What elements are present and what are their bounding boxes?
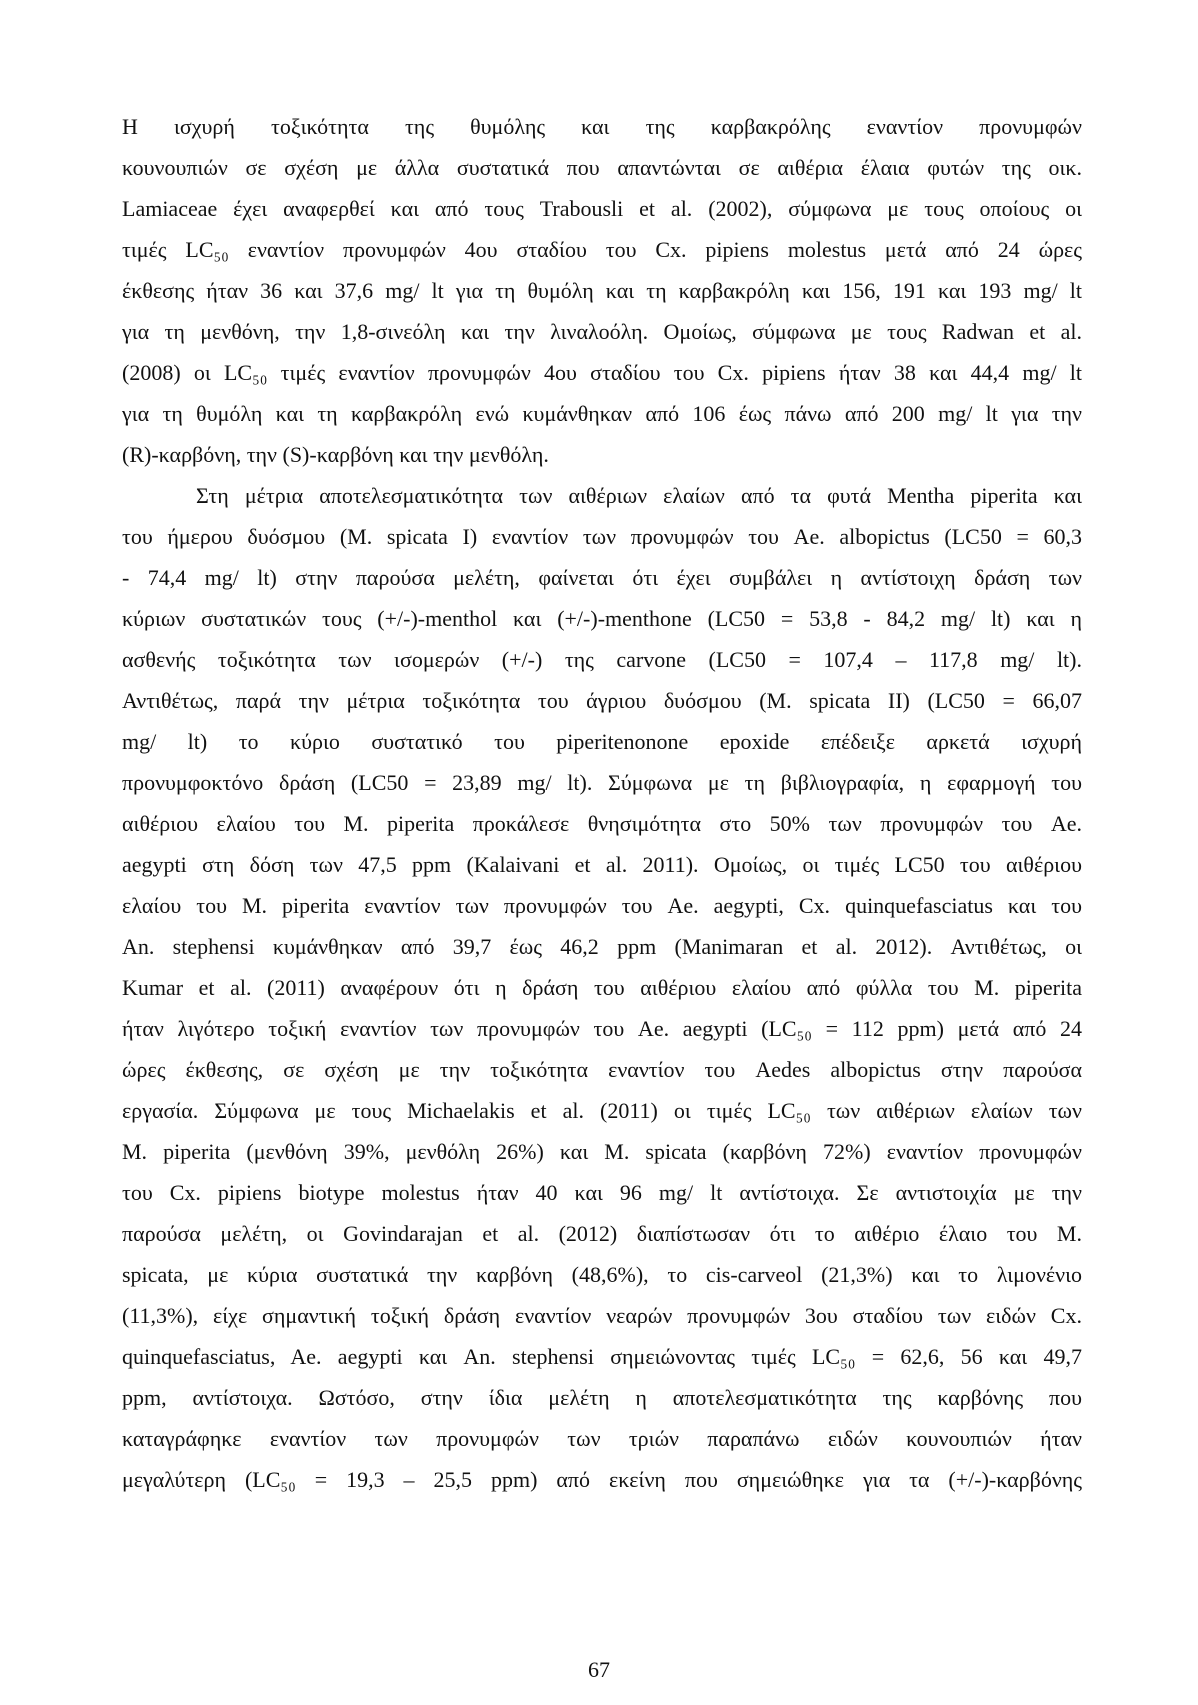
text-line: Η ισχυρή τοξικότητα της θυμόλης και της καρβακρόλης εναντίον προνυμφών [122, 114, 1082, 139]
text-line: mg/ lt) το κύριο συστατικό του piperitenonone epoxide επέδειξε αρκετά ισχυρή [122, 729, 1082, 754]
text-line: ppm, αντίστοιχα. Ωστόσο, στην ίδια μελέτη η αποτελεσματικότητα της καρβόνης που [122, 1385, 1082, 1410]
text-line: προνυμφοκτόνο δράση (LC50 = 23,89 mg/ lt). Σύμφωνα με τη βιβλιογραφία, η εφαρμογή του [122, 770, 1082, 795]
text-line: αιθέριου ελαίου του M. piperita προκάλεσε θνησιμότητα στο 50% των προνυμφών του Ae. [122, 811, 1082, 836]
text-line: spicata, με κύρια συστατικά την καρβόνη (48,6%), το cis-carveol (21,3%) και το λιμονένιο [122, 1262, 1082, 1287]
text-line: ήταν λιγότερο τοξική εναντίον των προνυμφών του Ae. aegypti (LC₅₀ = 112 ppm) μετά από 24 [122, 1016, 1082, 1041]
text-line: του ήμερου δυόσμου (M. spicata I) εναντίον των προνυμφών του Ae. albopictus (LC50 = 60,3 [122, 524, 1082, 549]
text-line: κύριων συστατικών τους (+/-)-menthol και (+/-)-menthone (LC50 = 53,8 - 84,2 mg/ lt) και η [122, 606, 1082, 631]
text-line: (11,3%), είχε σημαντική τοξική δράση εναντίον νεαρών προνυμφών 3ου σταδίου των ειδών Cx. [122, 1303, 1082, 1328]
text-line: ώρες έκθεσης, σε σχέση με την τοξικότητα εναντίον του Aedes albopictus στην παρούσα [122, 1057, 1082, 1082]
text-line: για τη θυμόλη και τη καρβακρόλη ενώ κυμάνθηκαν από 106 έως πάνω από 200 mg/ lt για την [122, 401, 1082, 426]
text-line: τιμές LC₅₀ εναντίον προνυμφών 4ου σταδίου του Cx. pipiens molestus μετά από 24 ώρες [122, 237, 1082, 262]
text-line: Στη μέτρια αποτελεσματικότητα των αιθέριων ελαίων από τα φυτά Mentha piperita και [196, 483, 1082, 508]
text-line: Lamiaceae έχει αναφερθεί και από τους Trabousli et al. (2002), σύμφωνα με τους οποίους οι [122, 196, 1082, 221]
text-line: του Cx. pipiens biotype molestus ήταν 40 και 96 mg/ lt αντίστοιχα. Σε αντιστοιχία με την [122, 1180, 1082, 1205]
text-line: ελαίου του M. piperita εναντίον των προνυμφών του Ae. aegypti, Cx. quinquefasciatus και του [122, 893, 1082, 918]
text-line: κουνουπιών σε σχέση με άλλα συστατικά που απαντώνται σε αιθέρια έλαια φυτών της οικ. [122, 155, 1082, 180]
text-line: quinquefasciatus, Ae. aegypti και An. stephensi σημειώνοντας τιμές LC₅₀ = 62,6, 56 και 49,7 [122, 1344, 1082, 1369]
text-line: M. piperita (μενθόνη 39%, μενθόλη 26%) και M. spicata (καρβόνη 72%) εναντίον προνυμφών [122, 1139, 1082, 1164]
text-line: εργασία. Σύμφωνα με τους Michaelakis et al. (2011) οι τιμές LC₅₀ των αιθέριων ελαίων των [122, 1098, 1082, 1123]
text-line: aegypti στη δόση των 47,5 ppm (Kalaivani et al. 2011). Ομοίως, οι τιμές LC50 του αιθέριου [122, 852, 1082, 877]
text-line: παρούσα μελέτη, οι Govindarajan et al. (2012) διαπίστωσαν ότι το αιθέριο έλαιο του M. [122, 1221, 1082, 1246]
text-line: An. stephensi κυμάνθηκαν από 39,7 έως 46,2 ppm (Manimaran et al. 2012). Αντιθέτως, οι [122, 934, 1082, 959]
text-line: - 74,4 mg/ lt) στην παρούσα μελέτη, φαίνεται ότι έχει συμβάλει η αντίστοιχη δράση των [122, 565, 1082, 590]
text-line: Αντιθέτως, παρά την μέτρια τοξικότητα του άγριου δυόσμου (M. spicata II) (LC50 = 66,07 [122, 688, 1082, 713]
text-line: (2008) οι LC₅₀ τιμές εναντίον προνυμφών 4ου σταδίου του Cx. pipiens ήταν 38 και 44,4 mg/ lt [122, 360, 1082, 385]
text-line: για τη μενθόνη, την 1,8-σινεόλη και την λιναλοόλη. Ομοίως, σύμφωνα με τους Radwan et al. [122, 319, 1082, 344]
text-line: Kumar et al. (2011) αναφέρουν ότι η δράση του αιθέριου ελαίου από φύλλα του M. piperita [122, 975, 1082, 1000]
text-line: μεγαλύτερη (LC₅₀ = 19,3 – 25,5 ppm) από εκείνη που σημειώθηκε για τα (+/-)-καρβόνης [122, 1467, 1082, 1492]
page-number: 67 [588, 1657, 610, 1682]
text-line: έκθεσης ήταν 36 και 37,6 mg/ lt για τη θυμόλη και τη καρβακρόλη και 156, 191 και 193 mg/ lt [122, 278, 1082, 303]
text-line: (R)-καρβόνη, την (S)-καρβόνη και την μενθόλη. [122, 442, 549, 467]
text-line: ασθενής τοξικότητα των ισομερών (+/-) της carvone (LC50 = 107,4 – 117,8 mg/ lt). [122, 647, 1082, 672]
text-line: καταγράφηκε εναντίον των προνυμφών των τριών παραπάνω ειδών κουνουπιών ήταν [122, 1426, 1082, 1451]
